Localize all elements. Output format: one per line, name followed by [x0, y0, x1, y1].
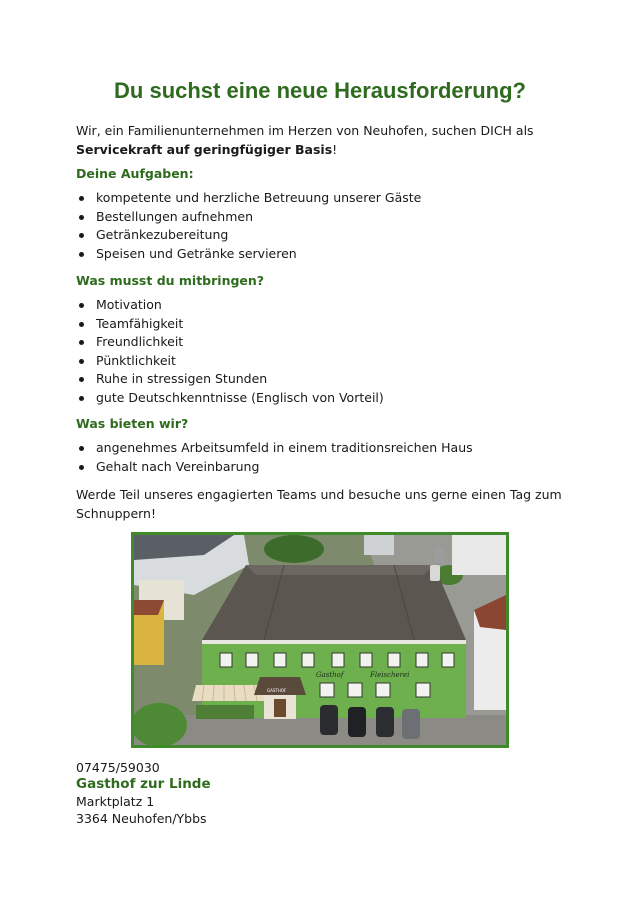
bullet-icon	[79, 359, 84, 364]
street-address: Marktplatz 1	[76, 794, 155, 809]
page-headline: Du suchst eine neue Herausforderung?	[114, 78, 526, 103]
bullet-icon	[79, 322, 84, 327]
facade-sign-fleischerei: Fleischerei	[370, 671, 410, 679]
bullet-icon	[79, 377, 84, 382]
intro-exclamation: !	[332, 142, 338, 157]
business-name: Gasthof zur Linde	[76, 776, 211, 792]
requirements-list	[76, 296, 384, 408]
city-address: 3364 Neuhofen/Ybbs	[76, 811, 207, 826]
bullet-icon	[79, 396, 84, 401]
benefits-list	[76, 439, 473, 476]
entrance-sign: GASTHOF	[267, 688, 287, 693]
bullet-icon	[79, 446, 84, 451]
list-item: Motivation	[76, 296, 384, 315]
phone-number: 07475/59030	[76, 760, 160, 775]
building-illustration	[134, 535, 506, 745]
list-item: Pünktlichkeit	[76, 352, 384, 371]
intro-text: Wir, ein Familienunternehmen im Herzen von Neuhofen, suchen DICH als	[76, 123, 534, 138]
section-heading-tasks: Deine Aufgaben:	[76, 166, 194, 181]
list-item: Speisen und Getränke servieren	[76, 245, 421, 264]
position-title: Servicekraft auf geringfügiger Basis	[76, 142, 333, 157]
intro-paragraph	[76, 121, 576, 159]
closing-paragraph: Werde Teil unseres engagierten Teams und besuche uns gerne einen Tag zum Schnuppern!	[76, 487, 562, 521]
list-item: Ruhe in stressigen Stunden	[76, 370, 384, 389]
facade-sign-gasthof: Gasthof	[316, 671, 344, 679]
tasks-list	[76, 189, 421, 263]
bullet-icon	[79, 233, 84, 238]
list-item: angenehmes Arbeitsumfeld in einem traditionsreichen Haus	[76, 439, 473, 458]
bullet-icon	[79, 340, 84, 345]
list-item: Gehalt nach Vereinbarung	[76, 458, 473, 477]
list-item: gute Deutschkenntnisse (Englisch von Vorteil)	[76, 389, 384, 408]
list-item: kompetente und herzliche Betreuung unserer Gäste	[76, 189, 421, 208]
list-item: Freundlichkeit	[76, 333, 384, 352]
list-item: Getränkezubereitung	[76, 226, 421, 245]
bullet-icon	[79, 303, 84, 308]
bullet-icon	[79, 465, 84, 470]
section-heading-benefits: Was bieten wir?	[76, 416, 189, 431]
list-item: Bestellungen aufnehmen	[76, 208, 421, 227]
section-heading-requirements: Was musst du mitbringen?	[76, 273, 265, 288]
bullet-icon	[79, 196, 84, 201]
contact-block	[76, 759, 211, 827]
bullet-icon	[79, 252, 84, 257]
bullet-icon	[79, 215, 84, 220]
gasthof-photo	[131, 532, 509, 748]
list-item: Teamfähigkeit	[76, 315, 384, 334]
